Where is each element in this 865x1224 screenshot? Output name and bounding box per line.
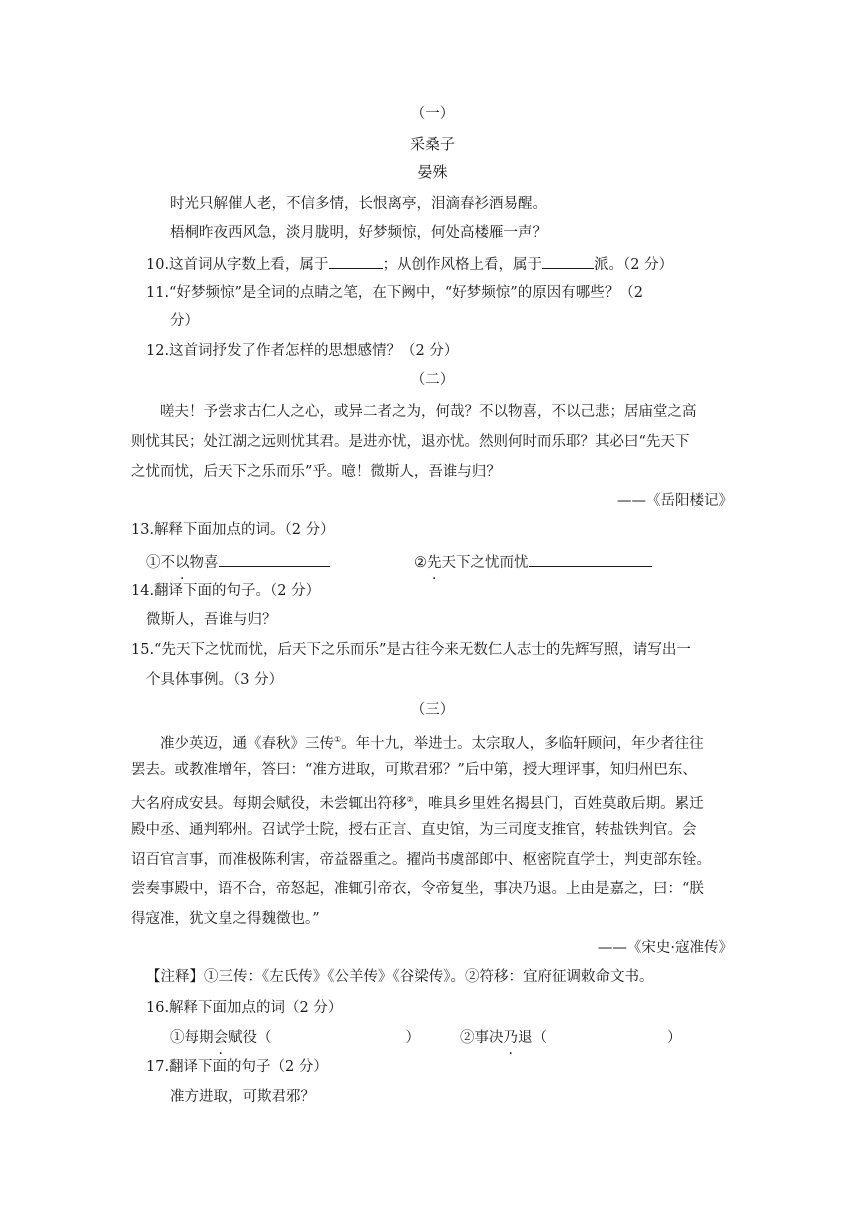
q13-1-post: 物喜 <box>189 555 219 571</box>
section-1-title: （一） <box>410 106 455 122</box>
question-14: 14.翻译下面的句子。（2 分） <box>131 583 321 599</box>
q16-1-post: 赋役（ <box>228 1030 272 1046</box>
q10-text-a: 10.这首词从字数上看，属于 <box>146 257 329 273</box>
question-16-item-2 <box>460 1028 682 1048</box>
q10-blank-2[interactable] <box>542 253 594 269</box>
q16-2-close: ） <box>667 1030 682 1046</box>
footnote-ref-2: ② <box>406 795 414 804</box>
footnote-ref-1: ① <box>334 735 342 744</box>
q13-2-post: 天下之忧而忧 <box>441 555 529 571</box>
p3-l1-a: 准少英迈，通《春秋》三传 <box>160 736 334 752</box>
passage-3-line-1 <box>160 730 704 754</box>
p3-l1-b: 。年十九，举进士。太宗取人，多临轩顾问，年少者往往 <box>341 736 704 752</box>
q10-blank-1[interactable] <box>329 253 383 269</box>
passage-2-line-3: 之忧而忧，后天下之乐而乐”乎。噫！微斯人，吾谁与归？ <box>131 464 501 480</box>
passage-2-line-1: 嗟夫！予尝求古仁人之心，或异二者之为，何哉？不以物喜，不以己悲；居庙堂之高 <box>160 404 697 420</box>
passage-3-source: ——《宋史·寇准传》 <box>597 940 733 956</box>
q13-2-blank[interactable] <box>529 551 652 567</box>
passage-2-source: ——《岳阳楼记》 <box>617 493 733 509</box>
question-11-line-1: 11.“好梦频惊”是全词的点睛之笔，在下阙中，“好梦频惊”的原因有哪些？（2 <box>146 285 643 301</box>
passage-2-line-2: 则忧其民；处江湖之远则忧其君。是进亦忧，退亦忧。然则何时而乐耶？其必曰“先天下 <box>131 434 690 450</box>
q13-1-dotted-word: 以 <box>175 555 190 571</box>
poem-title: 采桑子 <box>409 135 455 153</box>
q13-1-blank[interactable] <box>219 551 330 567</box>
passage-3-note: 【注释】①三传：《左氏传》《公羊传》《谷梁传》。②符移：宜府征调敕命文书。 <box>146 969 654 985</box>
passage-3-line-5: 诏百官言事，而准极陈利害，帝益器重之。擢尚书虞部郎中、枢密院直学士，判吏部东铨。 <box>131 852 711 868</box>
question-17-sentence: 准方进取，可欺君邪？ <box>170 1089 315 1105</box>
q13-2-pre: ② <box>414 555 427 571</box>
q16-1-close: ） <box>405 1030 420 1046</box>
question-15-line-1: 15.“先天下之忧而忧，后天下之乐而乐”是古往今来无数仁人志士的先辉写照，请写出一 <box>131 642 691 658</box>
question-10 <box>146 253 673 275</box>
section-2-title: （二） <box>410 372 455 388</box>
question-17: 17.翻译下面的句子（2 分） <box>146 1059 328 1075</box>
p3-l3-b: ，唯具乡里姓名揭县门，百姓莫敢后期。累迁 <box>413 796 704 812</box>
q16-2-pre: ②事决 <box>460 1030 504 1046</box>
q16-1-dotted-word: 会 <box>213 1030 228 1046</box>
q16-2-post: 退（ <box>518 1030 547 1046</box>
poem-author: 晏殊 <box>417 163 448 181</box>
poem-line-2: 梧桐昨夜西风急，淡月胧明，好梦频惊，何处高楼雁一声？ <box>170 225 547 241</box>
poem-line-1: 时光只解催人老，不信多情，长恨离亭，泪滴春衫酒易醒。 <box>170 196 547 212</box>
passage-3-line-4: 殿中丞、通判郓州。召试学士院，授右正言、直史馆，为三司度支推官，转盐铁判官。会 <box>131 822 697 838</box>
q16-2-dotted-word: 乃 <box>503 1030 518 1046</box>
question-16-item-1 <box>170 1028 420 1048</box>
p3-l3-a: 大名府成安县。每期会赋役，未尝辄出符移 <box>131 796 407 812</box>
question-13-item-2 <box>414 551 652 573</box>
question-13-item-1 <box>146 551 330 573</box>
passage-3-line-7: 得寇准，犹文皇之得魏徵也。” <box>131 911 320 927</box>
q16-1-pre: ①每期 <box>170 1030 214 1046</box>
passage-3-line-6: 尝奏事殿中，语不合，帝怒起，准辄引帝衣，令帝复坐，事决乃退。上由是嘉之，曰：“朕 <box>131 881 704 897</box>
question-15-line-2: 个具体事例。（3 分） <box>146 672 284 688</box>
q13-2-dotted-word: 先 <box>427 555 442 571</box>
passage-3-line-2: 罢去。或教准增年，答曰：“准方进取，可欺君邪？”后中第，授大理评事，知归州巴东、 <box>131 762 697 778</box>
question-11-line-2: 分） <box>170 313 199 329</box>
q13-1-pre: ①不 <box>146 555 175 571</box>
question-16: 16.解释下面加点的词（2 分） <box>146 1000 343 1016</box>
section-3-title: （三） <box>410 702 455 718</box>
question-14-sentence: 微斯人，吾谁与归？ <box>146 612 277 628</box>
question-13: 13.解释下面加点的词。（2 分） <box>131 522 335 538</box>
question-12: 12.这首词抒发了作者怎样的思想感情？（2 分） <box>146 343 459 359</box>
q10-text-c: 派。（2 分） <box>594 257 674 273</box>
q10-text-b: ；从创作风格上看，属于 <box>382 257 543 273</box>
passage-3-line-3 <box>131 790 704 814</box>
